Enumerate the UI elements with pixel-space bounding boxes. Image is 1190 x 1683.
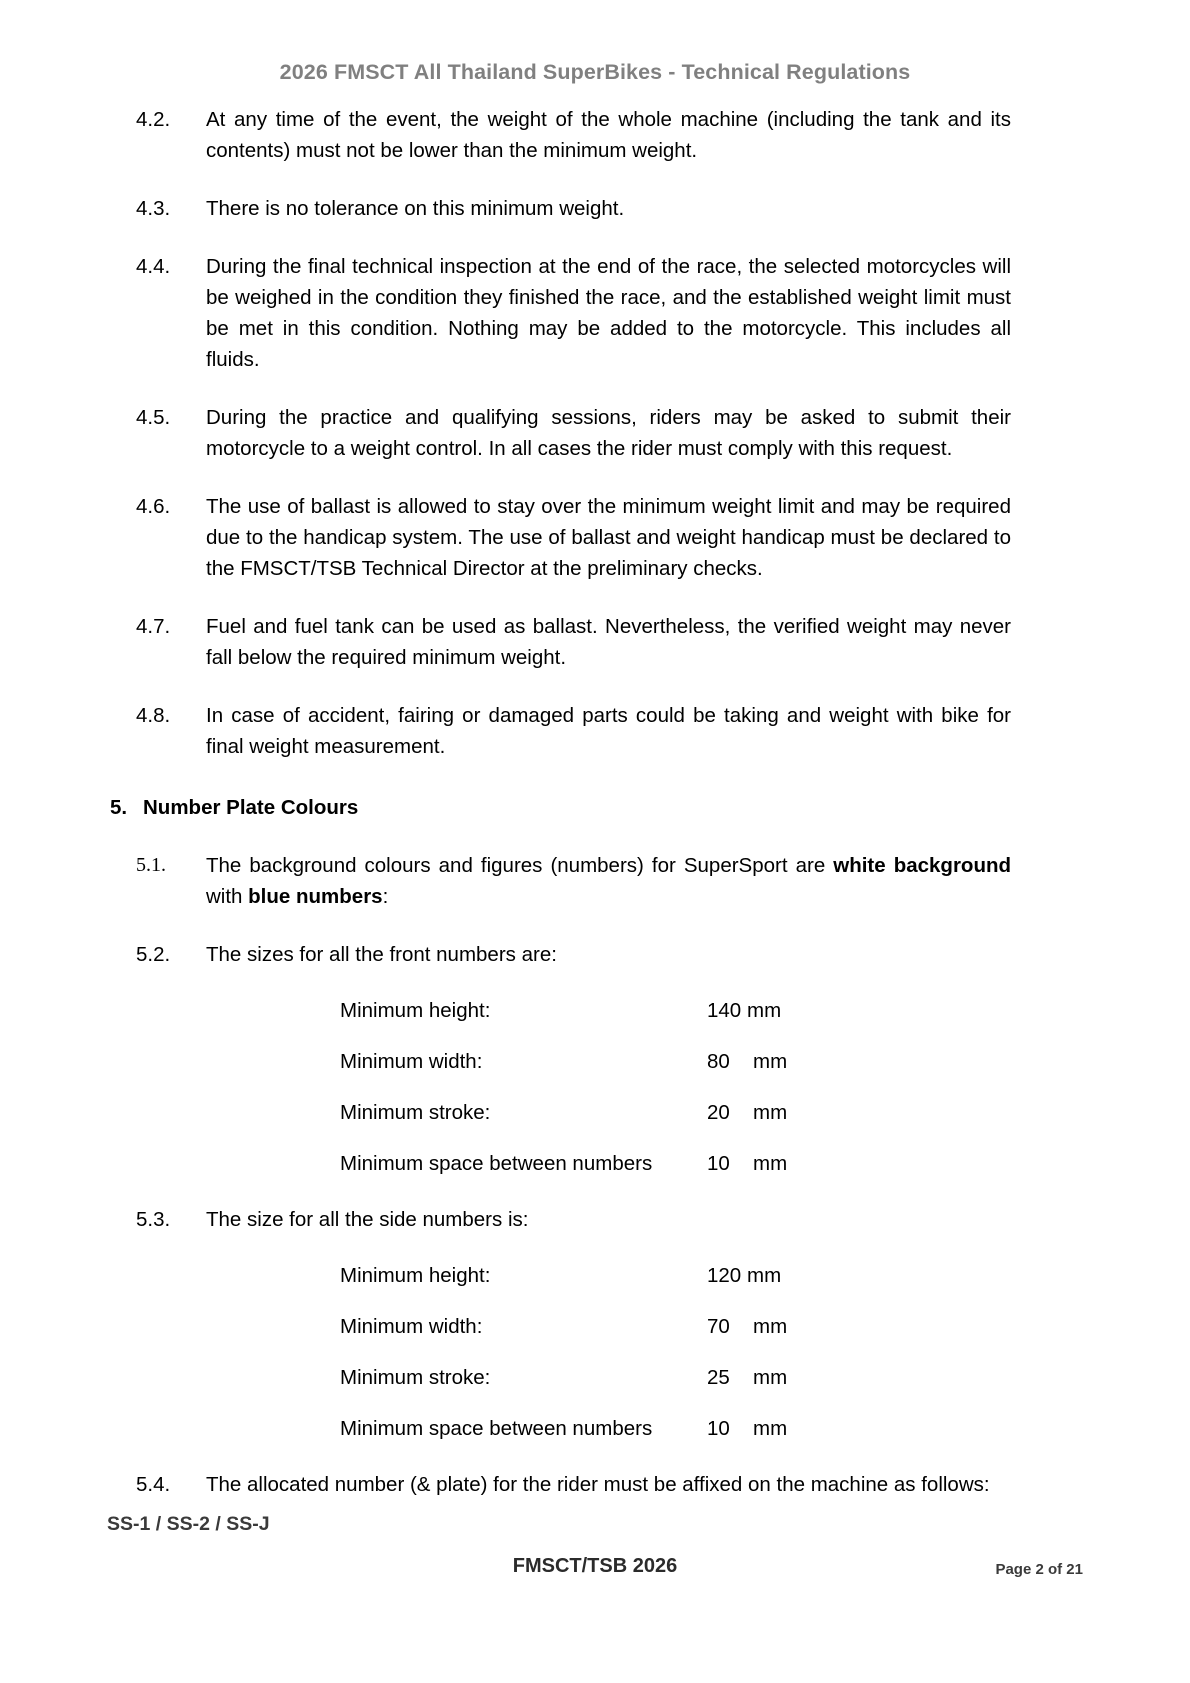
clause-4-5: [0, 402, 1190, 464]
spec-row: [340, 1099, 1190, 1127]
section-title: Number Plate Colours: [143, 796, 359, 819]
spec-label: Minimum space between numbers: [340, 1417, 653, 1440]
clause-text: There is no tolerance on this minimum weight.: [206, 197, 625, 220]
clause-number: 5.4.: [136, 1473, 171, 1496]
spec-label: Minimum width:: [340, 1050, 483, 1073]
clause-4-2: [0, 104, 1190, 166]
spec-unit: mm: [753, 1315, 788, 1338]
spec-label: Minimum stroke:: [340, 1101, 491, 1124]
clause-text: During the practice and qualifying sessions, riders may be asked to submit their motorcycle to a weight control. In all cases the rider must comply with this request.: [206, 406, 1011, 460]
spec-value: 80: [707, 1050, 730, 1073]
clause-number: 5.2.: [136, 943, 171, 966]
spec-label: Minimum space between numbers: [340, 1152, 653, 1175]
clause-text: The use of ballast is allowed to stay over the minimum weight limit and may be required due to the handicap system. The use of ballast and weight handicap must be declared to the FMSCT/TSB Technical Director at the preliminary checks.: [206, 495, 1011, 580]
spec-unit: mm: [753, 1366, 788, 1389]
clause-4-6: [0, 491, 1190, 584]
spec-value: 120: [707, 1264, 742, 1287]
spec-row: [340, 997, 1190, 1025]
clause-5-3: [0, 1204, 1190, 1235]
clause-4-3: [0, 193, 1190, 224]
spec-unit: mm: [747, 999, 782, 1022]
front-numbers-spec-table: [340, 997, 1190, 1178]
clause-number: 4.5.: [136, 406, 171, 429]
spec-label: Minimum height:: [340, 999, 491, 1022]
spec-value: 10: [707, 1152, 730, 1175]
clause-number: 4.4.: [136, 255, 171, 278]
spec-value: 25: [707, 1366, 730, 1389]
spec-value: 140: [707, 999, 742, 1022]
clause-number: 4.8.: [136, 704, 171, 727]
page-footer: [0, 1513, 1190, 1623]
clause-number: 4.2.: [136, 108, 171, 131]
clause-text-part-3: :: [382, 885, 389, 908]
spec-value: 20: [707, 1101, 730, 1124]
clause-4-4: [0, 251, 1190, 375]
clause-number: 5.1.: [136, 854, 166, 876]
spec-label: Minimum height:: [340, 1264, 491, 1287]
section-heading-5: [110, 796, 1190, 820]
clause-text: At any time of the event, the weight of the whole machine (including the tank and its contents) must not be lower than the minimum weight.: [206, 108, 1011, 162]
clause-text: The allocated number (& plate) for the rider must be affixed on the machine as follows:: [206, 1473, 990, 1496]
clause-5-1: [0, 850, 1190, 912]
spec-row: [340, 1150, 1190, 1178]
clause-5-4: [0, 1469, 1190, 1500]
spec-row: [340, 1415, 1190, 1443]
clause-text: Fuel and fuel tank can be used as ballast. Nevertheless, the verified weight may never fall below the required minimum weight.: [206, 615, 1011, 669]
clause-number: 5.3.: [136, 1208, 171, 1231]
spec-row: [340, 1262, 1190, 1290]
clause-number: 4.6.: [136, 495, 171, 518]
section-number: 5.: [110, 796, 128, 819]
spec-label: Minimum width:: [340, 1315, 483, 1338]
document-body: [0, 104, 1190, 1527]
clause-text: The sizes for all the front numbers are:: [206, 943, 557, 966]
spec-label: Minimum stroke:: [340, 1366, 491, 1389]
clause-text: In case of accident, fairing or damaged parts could be taking and weight with bike for final weight measurement.: [206, 704, 1011, 758]
spec-row: [340, 1364, 1190, 1392]
side-numbers-spec-table: [340, 1262, 1190, 1443]
spec-unit: mm: [747, 1264, 782, 1287]
clause-text: [206, 850, 1011, 912]
clause-text: During the final technical inspection at the end of the race, the selected motorcycles will be weighed in the condition they finished the race, and the established weight limit must be met in this condition. Nothing may be added to the motorcycle. This includes all fluids.: [206, 255, 1011, 371]
clause-text: The size for all the side numbers is:: [206, 1208, 529, 1231]
footer-class-codes: SS-1 / SS-2 / SS-J: [107, 1513, 270, 1535]
clause-bold-white-background: white background: [833, 854, 1012, 877]
page-header-title: 2026 FMSCT All Thailand SuperBikes - Technical Regulations: [279, 60, 911, 84]
clause-4-7: [0, 611, 1190, 673]
clause-4-8: [0, 700, 1190, 762]
spec-row: [340, 1048, 1190, 1076]
spec-value: 10: [707, 1417, 730, 1440]
footer-organisation: FMSCT/TSB 2026: [512, 1555, 678, 1577]
clause-bold-blue-numbers: blue numbers: [248, 885, 383, 908]
spec-row: [340, 1313, 1190, 1341]
clause-number: 4.3.: [136, 197, 171, 220]
spec-unit: mm: [753, 1101, 788, 1124]
spec-unit: mm: [753, 1050, 788, 1073]
footer-page-number: Page 2 of 21: [995, 1561, 1083, 1578]
clause-number: 4.7.: [136, 615, 171, 638]
clause-text-part-2: with: [206, 885, 249, 908]
clause-text-part-1: The background colours and figures (numbers) for SuperSport are: [206, 854, 834, 877]
spec-unit: mm: [753, 1417, 788, 1440]
spec-unit: mm: [753, 1152, 788, 1175]
clause-5-2: [0, 939, 1190, 970]
spec-value: 70: [707, 1315, 730, 1338]
